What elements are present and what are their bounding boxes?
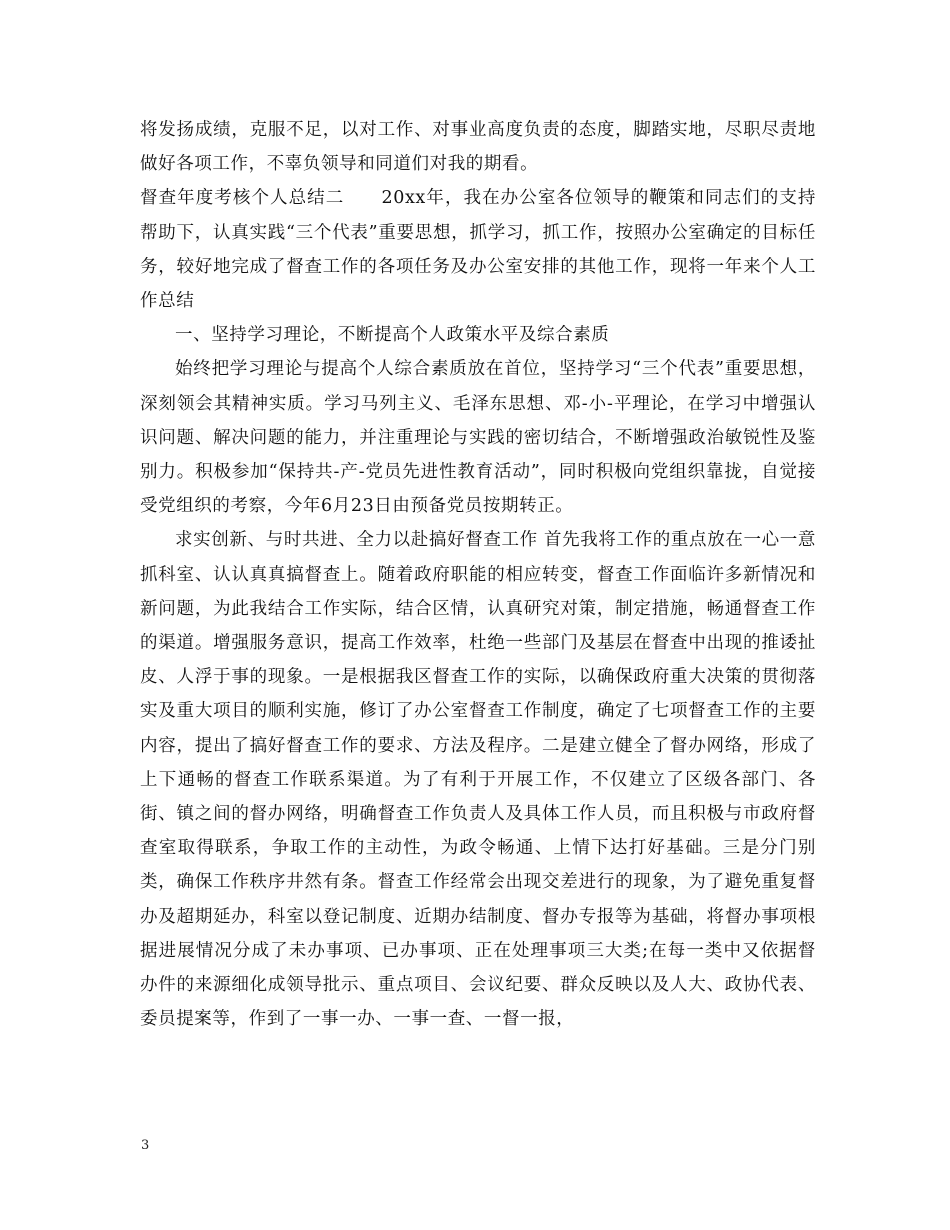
- paragraph-supervision-work: 求实创新、与时共进、全力以赴搞好督查工作 首先我将工作的重点放在一心一意抓科室、认认真真搞督查上。随着政府职能的相应转变，督查工作面临许多新情况和新问题，为此我结合工作实际，结合区情，认真研究对策，制定措施，畅通督查工作的渠道。增强服务意识，提高工作效率，杜绝一些部门及基层在督查中出现的推诿扯皮、人浮于事的现象。一是根据我区督查工作的实际，以确保政府重大决策的贯彻落实及重大项目的顺利实施，修订了办公室督查工作制度，确定了七项督查工作的主要内容，提出了搞好督查工作的要求、方法及程序。二是建立健全了督办网络，形成了上下通畅的督查工作联系渠道。为了有利于开展工作，不仅建立了区级各部门、各街、镇之间的督办网络，明确督查工作负责人及具体工作人员，而且积极与市政府督查室取得联系，争取工作的主动性，为政令畅通、上情下达打好基础。三是分门别类，确保工作秩序井然有条。督查工作经常会出现交差进行的现象，为了避免重复督办及超期延办，科室以登记制度、近期办结制度、督办专报等为基础，将督办事项根据进展情况分成了未办事项、已办事项、正在处理事项三大类;在每一类中又依据督办件的来源细化成领导批示、重点项目、会议纪要、群众反映以及人大、政协代表、委员提案等，作到了一事一办、一事一查、一督一报，: [140, 530, 816, 1030]
- section-heading-study-theory: 一、坚持学习理论，不断提高个人政策水平及综合素质: [175, 325, 610, 346]
- page-number: 3: [141, 1138, 150, 1153]
- paragraph-summary-two-intro: 督查年度考核个人总结二 20xx年，我在办公室各位领导的鞭策和同志们的支持帮助下，认真实践“三个代表”重要思想，抓学习，抓工作，按照办公室确定的目标任务，较好地完成了督查工作的各项任务及办公室安排的其他工作，现将一年来个人工作总结: [140, 188, 816, 312]
- paragraph-closing-continuation: 将发扬成绩，克服不足，以对工作、对事业高度负责的态度，脚踏实地，尽职尽责地做好各项工作，不辜负领导和同道们对我的期看。: [140, 120, 816, 175]
- document-body: [140, 113, 816, 1036]
- paragraph-study-theory: 始终把学习理论与提高个人综合素质放在首位，坚持学习“三个代表”重要思想，深刻领会其精神实质。学习马列主义、毛泽东思想、邓-小-平理论，在学习中增强认识问题、解决问题的能力，并注重理论与实践的密切结合，不断增强政治敏锐性及鉴别力。积极参加“保持共-产-党员先进性教育活动”，同时积极向党组织靠拢，自觉接受党组织的考察，今年6月23日由预备党员按期转正。: [140, 359, 816, 517]
